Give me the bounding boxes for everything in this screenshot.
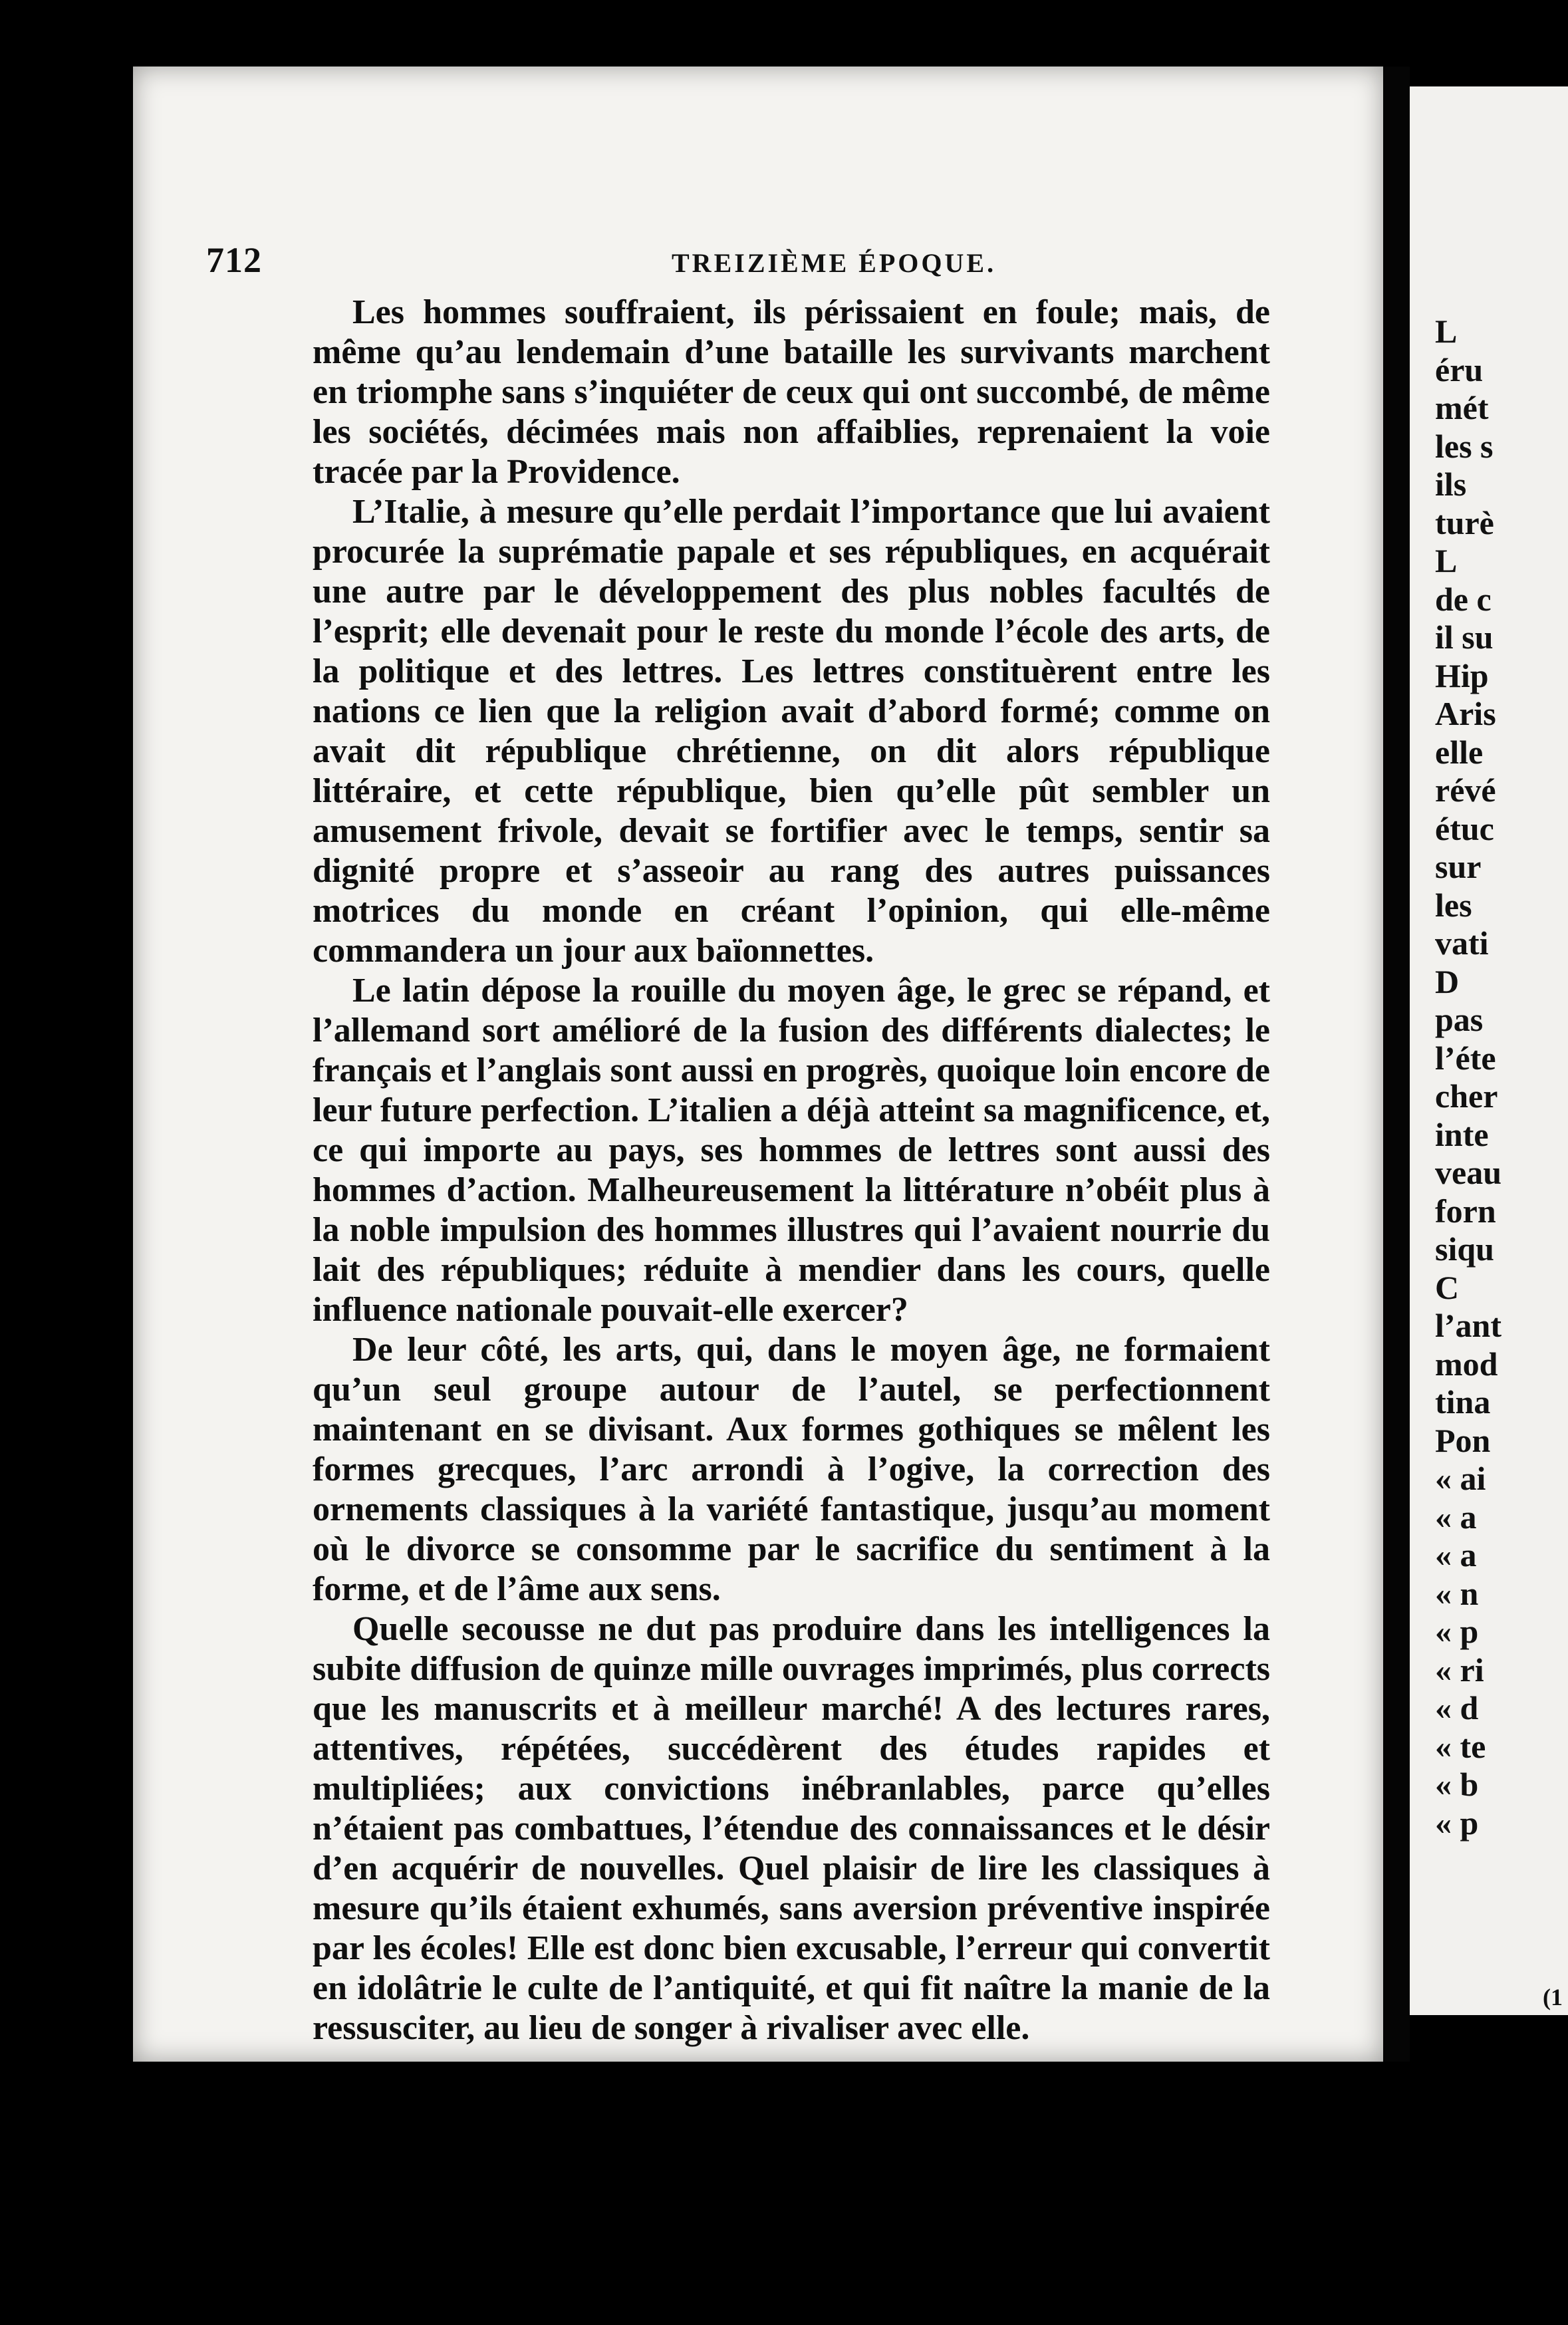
right-page-line: Hip	[1435, 656, 1489, 694]
right-page-line: « a	[1435, 1498, 1477, 1536]
page-number: 712	[206, 240, 262, 280]
running-head	[206, 239, 1270, 293]
right-page-line: « te	[1435, 1727, 1486, 1765]
paragraph: De leur côté, les arts, qui, dans le moyen âge, ne formaient qu’un seul groupe autour de l’autel, se perfectionnent maintenant en se divisant. Aux formes gothiques se mêlent les formes grecques, l’arc arrondi à l’ogive, la correction des ornements classiques à la variété fantastique, jusqu’au moment où le divorce se consomme par le sacrifice du sentiment à la forme, et de l’âme aux sens.	[313, 1331, 1270, 1608]
right-page-line: elle	[1435, 733, 1484, 771]
right-page-line: « p	[1435, 1613, 1479, 1650]
right-page-line: turè	[1435, 503, 1494, 541]
right-page-line: D	[1435, 962, 1460, 1000]
right-page-text	[1435, 313, 1568, 1842]
right-page-line: mét	[1435, 389, 1489, 426]
right-page-line: les s	[1435, 427, 1494, 465]
right-page-line: « p	[1435, 1804, 1479, 1842]
right-page-line: « d	[1435, 1689, 1479, 1726]
right-page-line: « ri	[1435, 1651, 1484, 1689]
right-page-line: pas	[1435, 1001, 1484, 1038]
right-page-line: étuc	[1435, 809, 1494, 847]
right-page-line: de c	[1435, 580, 1492, 618]
right-page-line: vati	[1435, 924, 1489, 962]
body-text	[313, 293, 1270, 2048]
right-page-line: sur	[1435, 848, 1482, 885]
right-page-line: les	[1435, 886, 1472, 924]
right-page-line: siqu	[1435, 1230, 1494, 1268]
right-page-line: révé	[1435, 771, 1496, 809]
right-page-line: inte	[1435, 1115, 1489, 1153]
right-page-line: ils	[1435, 466, 1467, 503]
right-page-line: « ai	[1435, 1460, 1486, 1497]
right-page-line: il su	[1435, 618, 1494, 656]
paragraph: Quelle secousse ne dut pas produire dans les intelligences la subite diffusion de quinze mille ouvrages imprimés, plus corrects que les manuscrits et à meilleur marché! A des lectures rares, attentives, répétées, succédèrent des études rapides et multipliées; aux convictions inébranlables, parce qu’elles n’étaient pas combattues, l’étendue des connaissances et le désir d’en acquérir de nouvelles. Quel plaisir de lire les classiques à mesure qu’ils étaient exhumés, sans aversion préventive inspirée par les écoles! Elle est donc bien excusable, l’erreur qui convertit en idolâtrie le culte de l’antiquité, et qui fit naître la manie de la ressusciter, au lieu de songer à rivaliser avec elle.	[313, 1610, 1270, 2047]
right-page-line: Pon	[1435, 1421, 1491, 1459]
right-page-line: l’éte	[1435, 1039, 1496, 1077]
right-page-line: L	[1435, 313, 1458, 350]
right-page-line: Aris	[1435, 695, 1496, 732]
paragraph: Les hommes souffraient, ils périssaient en foule; mais, de même qu’au lendemain d’une bataille les survivants marchent en triomphe sans s’inquiéter de ceux qui ont succombé, de même les sociétés, décimées mais non affaiblies, reprenaient la voie tracée par la Providence.	[313, 293, 1270, 491]
right-page-line: éru	[1435, 350, 1484, 388]
chapter-title: TREIZIÈME ÉPOQUE.	[672, 248, 997, 278]
right-page-line: mod	[1435, 1345, 1498, 1383]
book-gutter	[1383, 67, 1410, 2062]
paragraph: L’Italie, à mesure qu’elle perdait l’importance que lui avaient procurée la suprématie papale et ses républiques, en acquérait une autre par le développement des plus nobles facultés de l’esprit; elle devenait pour le reste du monde l’école des arts, de la politique et des lettres. Les lettres constituèrent entre les nations ce lien que la religion avait d’abord formé; comme on avait dit république chrétienne, on dit alors république littéraire, et cette république, bien qu’elle pût sembler un amusement frivole, devait se fortifier avec le temps, sentir sa dignité propre et s’asseoir au rang des autres puissances motrices du monde en créant l’opinion, qui elle-même commandera un jour aux baïonnettes.	[313, 493, 1270, 970]
right-page-line: « n	[1435, 1574, 1479, 1612]
right-page-line: tina	[1435, 1383, 1491, 1421]
right-page-line: « a	[1435, 1536, 1477, 1573]
right-page-line: cher	[1435, 1077, 1498, 1115]
paragraph: Le latin dépose la rouille du moyen âge, le grec se répand, et l’allemand sort amélioré de la fusion des différents dialectes; le français et l’anglais sont aussi en progrès, quoique loin encore de leur future perfection. L’italien a déjà atteint sa magnificence, et, ce qui importe au pays, ses hommes de lettres sont aussi des hommes d’action. Malheureusement la littérature n’obéit plus à la noble impulsion des hommes illustres qui l’avaient nourrie du lait des républiques; réduite à mendier dans les cours, quelle influence nationale pouvait-elle exercer?	[313, 972, 1270, 1329]
right-page-footnote: (1	[1543, 1984, 1563, 2010]
right-page-line: veau	[1435, 1154, 1502, 1191]
right-page-line: C	[1435, 1268, 1460, 1306]
right-page-line: l’ant	[1435, 1307, 1502, 1344]
right-page-line: « b	[1435, 1766, 1479, 1803]
right-page-line: L	[1435, 542, 1458, 579]
right-page-line: forn	[1435, 1192, 1496, 1230]
